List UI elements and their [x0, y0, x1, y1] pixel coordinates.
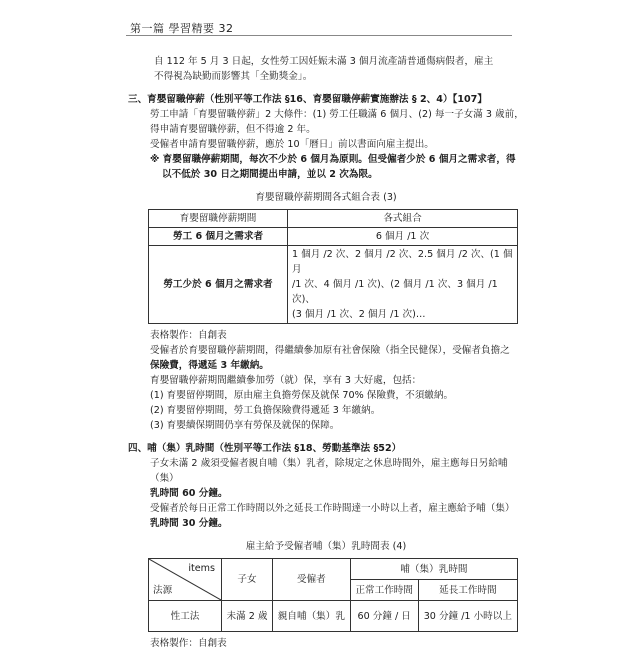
- table-cell: 勞工 6 個月之需求者: [149, 228, 288, 246]
- s3-paragraph-4: 育嬰留職停薪期間繼續參加勞（就）保，享有 3 大好處，包括：: [150, 375, 422, 386]
- diagonal-label-items: items: [188, 563, 215, 574]
- table-cell: 60 分鐘 / 日: [350, 601, 418, 632]
- table-header-cell: 子女: [222, 559, 273, 601]
- header-divider: [126, 35, 512, 36]
- s4-paragraph-1b: 乳時間 60 分鐘。: [150, 488, 228, 499]
- document-body: [128, 54, 524, 651]
- table-header-cell: 各式組合: [288, 210, 518, 228]
- table-cell: 30 分鐘 /1 小時以上: [418, 601, 517, 632]
- table-cell: [288, 246, 518, 324]
- s3-paragraph-3a: 受僱者於育嬰留職停薪期間，得繼續參加原有社會保險（指全民健保），受僱者負擔之: [150, 345, 510, 356]
- table-header-cell: 哺（集）乳時間: [350, 559, 517, 580]
- table-cell: 親自哺（集）乳: [273, 601, 351, 632]
- s3-paragraph-1a: 勞工申請「育嬰留職停薪」2 大條件：(1) 勞工任職滿 6 個月、(2) 每一子女滿 3 歲前，: [150, 109, 524, 120]
- table-diagonal-header: [149, 559, 222, 601]
- s4-paragraph-1a: 子女未滿 2 歲須受僱者親自哺（集）乳者，除規定之休息時間外，雇主應每日另給哺（集）: [150, 458, 508, 484]
- list-item: (3) 育嬰續保期間仍享有勞保及就保的保障。: [150, 420, 340, 431]
- s4-paragraph-2b: 乳時間 30 分鐘。: [150, 518, 228, 529]
- list-item: (2) 育嬰留停期間，勞工負擔保險費得遞延 3 年繳納。: [150, 405, 381, 416]
- table-cell-line: 1 個月 /2 次、2 個月 /2 次、2.5 個月 /2 次、(1 個月: [292, 249, 513, 275]
- table-row: [149, 210, 518, 228]
- s4-paragraph-2a: 受僱者於每日正常工作時間以外之延長工作時間達一小時以上者，雇主應給予哺（集）: [150, 503, 515, 514]
- s3-paragraph-1b: 得申請育嬰留職停薪，但不得逾 2 年。: [150, 124, 316, 135]
- table-header-cell: 延長工作時間: [418, 580, 517, 601]
- table-row: [149, 246, 518, 324]
- table-row: [149, 228, 518, 246]
- table-cell-line: /1 次、4 個月 /1 次)、(2 個月 /1 次、3 個月 /1 次)、: [292, 279, 498, 305]
- table-cell: 性工法: [149, 601, 222, 632]
- leave-combination-table: [148, 209, 518, 324]
- table-header-cell: 正常工作時間: [350, 580, 418, 601]
- table-caption-3: 育嬰留職停薪期間各式組合表 (3): [255, 192, 397, 203]
- table-row: [149, 559, 518, 580]
- section-4-title: 四、哺（集）乳時間（性別平等工作法 §18、勞動基準法 §52）: [128, 443, 402, 454]
- nursing-time-table: [148, 558, 518, 632]
- section-3-title: 三、育嬰留職停薪（性別平等工作法 §16、育嬰留職停薪實施辦法 § 2、4）【107】: [128, 94, 487, 105]
- table-source-3: 表格製作：自創表: [150, 330, 227, 341]
- intro-line-2: 不得視為缺勤而影響其「全勤獎金」。: [154, 71, 313, 82]
- table-cell-line: (3 個月 /1 次、2 個月 /1 次)…: [292, 309, 426, 320]
- table-header-cell: 育嬰留職停薪期間: [149, 210, 288, 228]
- s3-note-2: 以不低於 30 日之期間提出申請，並以 2 次為限。: [162, 169, 378, 180]
- s3-paragraph-3b: 保險費，得遞延 3 年繳納。: [150, 360, 269, 371]
- diagonal-label-source: 法源: [153, 585, 173, 596]
- table-row: [149, 601, 518, 632]
- table-cell: 勞工少於 6 個月之需求者: [149, 246, 288, 324]
- s3-note-1: ※ 育嬰留職停薪期間，每次不少於 6 個月為原則。但受僱者少於 6 個月之需求者，得: [150, 154, 516, 165]
- table-cell: 未滿 2 歲: [222, 601, 273, 632]
- table-source-4: 表格製作：自創表: [150, 638, 227, 649]
- table-header-cell: 受僱者: [273, 559, 351, 601]
- s3-paragraph-2: 受僱者申請育嬰留職停薪，應於 10「曆日」前以書面向雇主提出。: [150, 139, 434, 150]
- table-caption-4: 雇主給予受僱者哺（集）乳時間表 (4): [245, 541, 407, 552]
- list-item: (1) 育嬰留停期間，原由雇主負擔勞保及就保 70% 保險費，不須繳納。: [150, 390, 454, 401]
- intro-line-1: 自 112 年 5 月 3 日起，女性勞工因妊娠未滿 3 個月流產請普通傷病假者，雇主: [154, 56, 494, 67]
- table-cell: 6 個月 /1 次: [288, 228, 518, 246]
- page-header: 第一篇 學習精要 32: [130, 22, 234, 35]
